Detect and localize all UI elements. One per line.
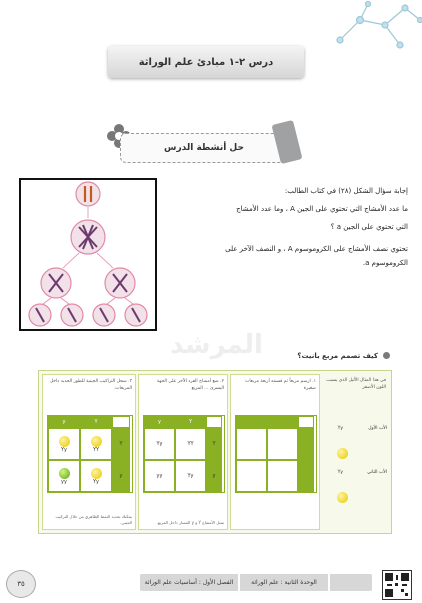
grid-cell: yy: [48, 460, 80, 492]
footer-unit: الوحدة الثانية : علم الوراثة: [240, 574, 328, 591]
meiosis-diagram: [21, 180, 155, 329]
grid-cell: [236, 428, 267, 460]
panel-caption: ١. ارسم مربعاً ثم قسمه أربعة مربعات صغيرة: [234, 378, 316, 392]
grid-header: y: [144, 416, 175, 428]
parent-1-label: الأب الأول: [368, 426, 387, 431]
punnett-square-figure: [38, 370, 392, 534]
grid-cell: Yy: [48, 428, 80, 460]
activities-card: [120, 133, 288, 163]
grid-cell: yy: [144, 460, 175, 492]
grid-cell: Yy: [80, 460, 112, 492]
grid-header: Y: [80, 416, 112, 428]
panel-caption: ٣. سجل التراكيب الجينية للطور الجديد داخل المربعات.: [46, 378, 132, 392]
green-pea: [59, 468, 70, 479]
question-line-2: ما عدد الأمشاج التي تحتوي على الجين A ، وما عدد الأمشاج: [168, 204, 408, 215]
grid-header: Y: [175, 416, 206, 428]
grid-cell: [267, 460, 298, 492]
footer-chapter: الفصل الأول : أساسيات علم الوراثة: [140, 574, 238, 591]
lesson-title-banner: [108, 46, 304, 78]
watermark: المرشد: [170, 330, 263, 360]
qr-code-icon[interactable]: [382, 570, 412, 600]
page-number: ٣٥: [6, 570, 36, 598]
parent-2-genotype: Yy: [338, 470, 343, 475]
yellow-pea: [91, 436, 102, 447]
panel-caption: ٢. ضع أمشاج الفرد الآخر على الجهة اليسرى ... المربع: [142, 378, 224, 392]
grid-cell: YY: [175, 428, 206, 460]
answer-line-2: الكروموسوم a.: [168, 258, 408, 269]
yellow-pea: [59, 436, 70, 447]
punnett-panel-2: [138, 374, 228, 530]
grid-side: y: [206, 460, 222, 492]
punnett-panel-1: [230, 374, 320, 530]
grid-side: Y: [206, 428, 222, 460]
grid-cell: Yy: [144, 428, 175, 460]
parent-1-genotype: Yy: [338, 426, 343, 431]
grid-cell: Yy: [175, 460, 206, 492]
bullet-icon: [383, 352, 390, 359]
grid-side: [298, 428, 314, 460]
page-footer: [0, 568, 422, 602]
punnett-panel-3: [42, 374, 136, 530]
punnett-grid: [235, 415, 317, 493]
yellow-pea: [337, 448, 348, 459]
section-heading: كيف تصمم مربع بانيت؟: [297, 352, 378, 360]
panel-footnote: يمكنك تحديد النمط الظاهري من خلال التركيب الجيني.: [46, 514, 132, 526]
grid-cell: [267, 428, 298, 460]
question-line-3: التي تحتوي على الجين a ؟: [168, 222, 408, 233]
grid-side: y: [112, 460, 130, 492]
activities-label: حل أنشطة الدرس: [164, 143, 244, 153]
punnett-grid: [47, 415, 133, 493]
grid-cell: YY: [80, 428, 112, 460]
yellow-pea: [91, 468, 102, 479]
yellow-pea: [337, 492, 348, 503]
chromosome-figure: [19, 178, 157, 331]
lesson-title: درس ٢-١ مبادئ علم الوراثة: [139, 57, 274, 68]
parent-2-label: الأب الثاني: [367, 470, 387, 475]
grid-side: [298, 460, 314, 492]
question-line-1: إجابة سؤال الشكل (٢٨) في كتاب الطالب:: [168, 186, 408, 197]
panel-footnote: تمثل الأمشاج Y و y المسار داخل المربع.: [142, 520, 224, 526]
grid-header: y: [48, 416, 80, 428]
legend-caption: في هذا المثال الأليل الذي يسبب اللون الأصفر: [326, 377, 386, 391]
answer-line-1: تحتوي نصف الأمشاج على الكروموسوم A ، و النصف الآخر على: [168, 244, 408, 255]
molecule-decoration: [330, 0, 422, 55]
grid-cell: [236, 460, 267, 492]
grid-side: Y: [112, 428, 130, 460]
punnett-grid: [143, 415, 225, 493]
punnett-legend: [323, 374, 389, 528]
